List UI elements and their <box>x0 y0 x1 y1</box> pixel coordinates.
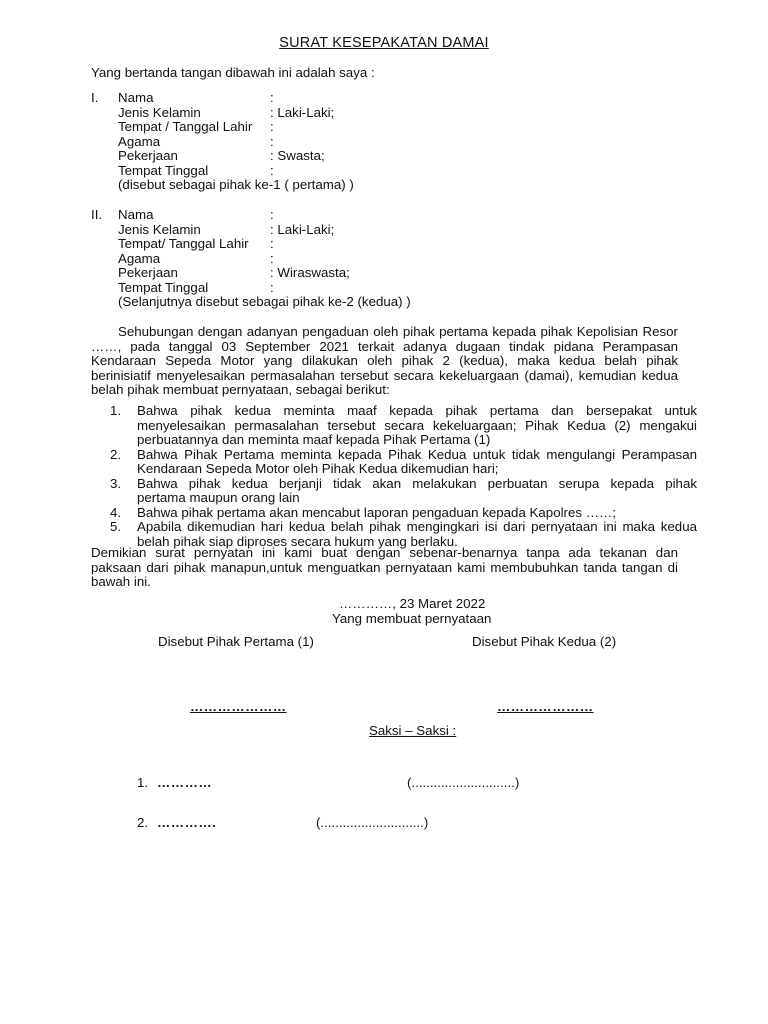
paragraph-line: berinisiatif menyelesaikan permasalahan tersebut secara kekeluargaan (damai), kemudian kedua <box>91 367 678 383</box>
witness-1-name: ………… <box>157 775 213 790</box>
list-item: 1. Bahwa pihak kedua meminta maaf kepada pihak pertama dan bersepakat untuk menyelesaikan permasalahan tersebut secara kekeluargaan; Pihak Kedua (2) mengakui perbuatannya dan meminta maaf kepada Pihak Pertama (1) <box>110 403 697 447</box>
document-page: SURAT KESEPAKATAN DAMAI Yang bertanda tangan dibawah ini adalah saya : I. Nama : Jenis Kelamin : Laki-Laki; Tempat / Tanggal Lahir : Agama : Pekerjaan : Swasta; Tempat Tinggal : (disebut sebagai pihak ke-1 ( pertama) ) II. Nama : Jenis Kelamin : Laki-Laki; Tempat/ Tanggal Lahir : Agama : Pekerjaan : Wiraswasta; Tempat Tinggal : (Selanjutnya disebut sebagai pihak ke-2 (kedua) ) Sehubungan dengan adanyan pengaduan oleh pihak pertama kepada pihak Kepolisian Resor ……, pada tanggal 03 September 2021 terkait adanya dugaan tindak pidana Perampasan Kendaraan Sepeda Motor yang dilakukan oleh pihak 2 (kedua), maka kedua belah pihak berinisiatif menyelesaikan permasalahan tersebut secara kekeluargaan (damai), kemudian kedua belah pihak membuat pernyataan, sebagai berikut: 1. Bahwa pihak kedua meminta maaf kepada pihak pertama dan bersepakat untuk menyelesaikan permasalahan tersebut secara kekeluargaan; Pihak Kedua (2) mengakui perbuatannya dan meminta maaf kepada Pihak Pertama (1) 2. Bahwa Pihak Pertama meminta kepada Pihak Kedua untuk tidak mengulangi Perampasan Kendaraan Sepeda Motor oleh Pihak Kedua dikemudian hari; 3. Bahwa pihak kedua berjanji tidak akan melakukan perbuatan serupa kepada pihak pertama maupun orang lain 4. Bahwa pihak pertama akan mencabut laporan pengaduan kepada Kapolres ……; 5. Apabila dikemudian hari kedua belah pihak mengingkari isi dari pernyataan ini maka kedua belah pihak siap diproses secara hukum yang berlaku. Demikian surat pernyatan ini kami buat dengan sebenar-benarnya tanpa ada tekanan dan paksaan dari pihak manapun,untuk menguatkan pernyataan kami membubuhkan tanda tangan di bawah ini. …………, 23 Maret 2022 Yang membuat pernyataan Disebut Pihak Pertama (1) Disebut Pihak Kedua (2) ………………… ………………… Saksi – Saksi : 1. ………… (............................) 2. …………. (............................) <box>0 0 768 1024</box>
witness-title: Saksi – Saksi : <box>369 723 457 738</box>
paragraph-line: Demikian surat pernyatan ini kami buat dengan sebenar-benarnya tanpa ada tekanan dan <box>91 545 678 560</box>
paragraph-line: Sehubungan dengan adanyan pengaduan oleh pihak pertama kepada pihak Kepolisian Resor <box>118 324 678 339</box>
list-item: 5. Apabila dikemudian hari kedua belah pihak mengingkari isi dari pernyataan ini maka kedua belah pihak siap diproses secara hukum yang berlaku. <box>110 519 697 549</box>
closing-paragraph <box>91 546 678 590</box>
witness-2-name: …………. <box>157 815 217 830</box>
party-2-signature-line: ………………… <box>497 699 594 714</box>
party-2-label: Disebut Pihak Kedua (2) <box>472 634 617 649</box>
document-title: SURAT KESEPAKATAN DAMAI <box>279 35 489 51</box>
list-item: 3. Bahwa pihak kedua berjanji tidak akan melakukan perbuatan serupa kepada pihak pertama maupun orang lain <box>110 475 697 505</box>
party-1-number: I. <box>91 90 99 105</box>
party-1-label: Disebut Pihak Pertama (1) <box>158 634 314 649</box>
witness-2-number: 2. <box>137 815 149 830</box>
agreement-points <box>110 404 697 549</box>
paragraph-line: paksaan dari pihak manapun,untuk menguatkan pernyataan kami membubuhkan tanda tangan di <box>91 559 678 575</box>
paragraph-line: bawah ini. <box>91 574 151 589</box>
paragraph-line: ……, pada tanggal 03 September 2021 terkait adanya dugaan tindak pidana Perampasan <box>91 338 678 354</box>
signer-title: Yang membuat pernyataan <box>332 611 492 626</box>
list-item: 4. Bahwa pihak pertama akan mencabut laporan pengaduan kepada Kapolres ……; <box>110 504 617 520</box>
party-1-signature-line: ………………… <box>190 699 287 714</box>
paragraph-line: Kendaraan Sepeda Motor yang dilakukan oleh pihak 2 (kedua), maka kedua belah pihak <box>91 353 678 368</box>
party-2-number: II. <box>91 207 103 222</box>
intro-text: Yang bertanda tangan dibawah ini adalah saya : <box>91 65 375 80</box>
list-item: 2. Bahwa Pihak Pertama meminta kepada Pihak Kedua untuk tidak mengulangi Perampasan Kendaraan Sepeda Motor oleh Pihak Kedua dikemudian hari; <box>110 446 697 476</box>
witness-1-number: 1. <box>137 775 149 790</box>
witness-1-signature: (............................) <box>407 775 520 790</box>
place-date: …………, 23 Maret 2022 <box>339 596 486 611</box>
witness-2-signature: (............................) <box>316 815 429 830</box>
paragraph-line: belah pihak membuat pernyataan, sebagai berikut: <box>91 382 390 397</box>
background-paragraph <box>91 325 678 398</box>
